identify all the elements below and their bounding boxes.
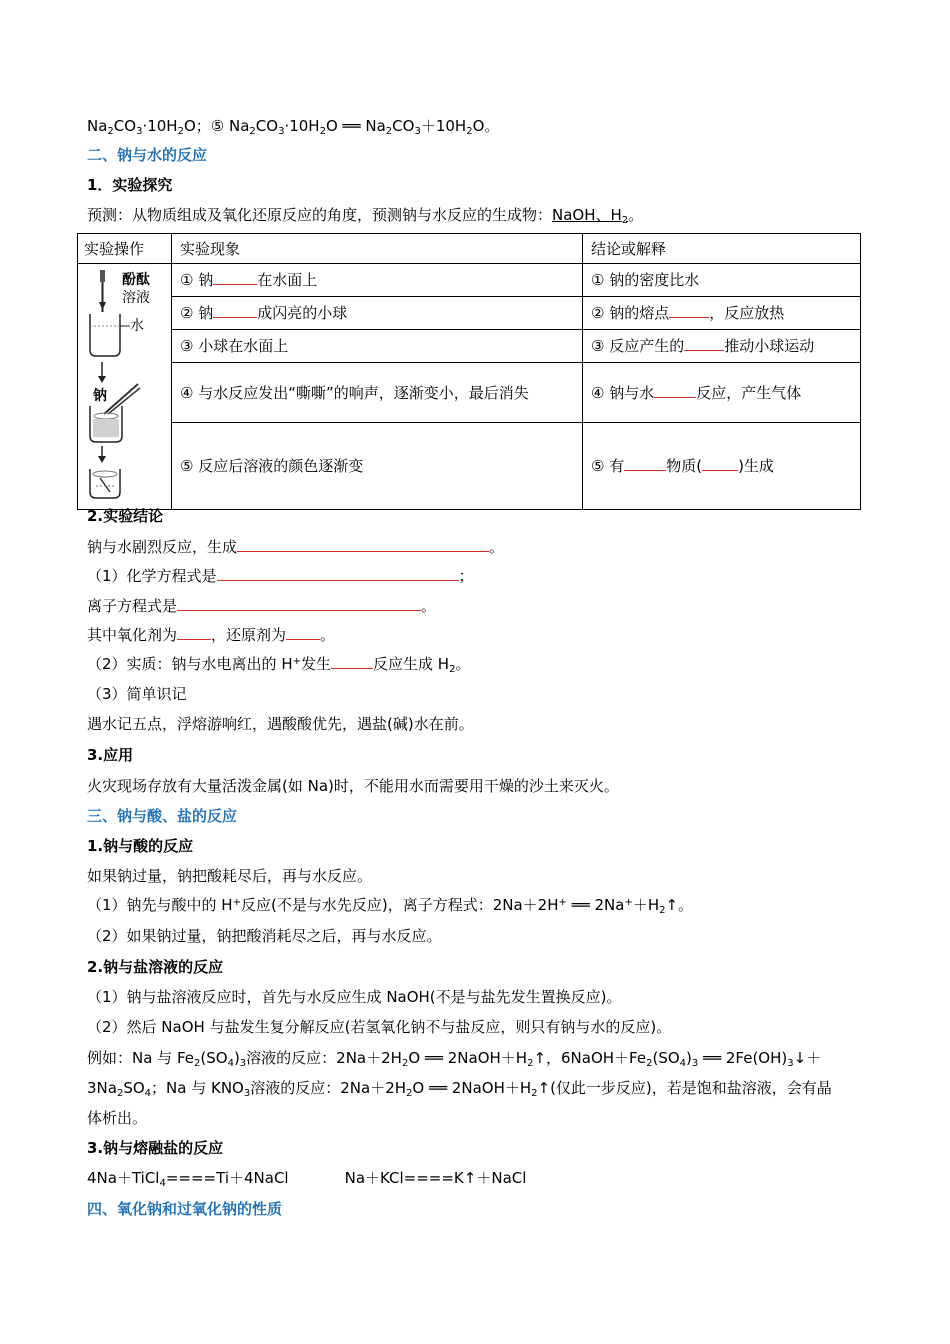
blank-chem-equation[interactable] [217, 566, 459, 581]
label-phenolphthalein: 酚酞 [122, 272, 150, 288]
salt-line-1: （1）钠与盐溶液反应时，首先与水反应生成 NaOH(不是与盐先发生置换反应)。 [87, 988, 622, 1006]
conclusion-1: ① 钠的密度比水 [583, 264, 861, 297]
salt-reaction-title: 2.钠与盐溶液的反应 [87, 958, 224, 976]
header-operation: 实验操作 [78, 234, 172, 264]
chemical-equation-line: （1）化学方程式是 ； [87, 567, 474, 585]
conclusion-title: 2.实验结论 [87, 507, 164, 525]
phenomenon-2: ② 钠 成闪亮的小球 [172, 297, 583, 330]
blank-float[interactable] [213, 270, 257, 285]
blank-naoh[interactable] [702, 456, 738, 471]
section-4-title: 四、氧化钠和过氧化钠的性质 [87, 1200, 283, 1218]
blank-oxidant[interactable] [177, 625, 211, 640]
phenomenon-3: ③ 小球在水面上 [172, 330, 583, 363]
conclusion-5: ⑤ 有 物质( )生成 [583, 423, 861, 510]
ionic-equation-line: 离子方程式是 。 [87, 597, 437, 615]
acid-line-1: 如果钠过量，钠把酸耗尽后，再与水反应。 [87, 867, 373, 885]
experiment-table [77, 233, 861, 510]
conclusion-line-1: 钠与水剧烈反应，生成 。 [87, 538, 505, 556]
blank-vigorous[interactable] [654, 383, 696, 398]
beaker-diagram [78, 264, 170, 502]
application-text: 火灾现场存放有大量活泼金属(如 Na)时，不能用水而需要用干燥的沙土来灭火。 [87, 777, 619, 795]
label-sodium: 钠 [93, 388, 107, 404]
section-3-title: 三、钠与酸、盐的反应 [87, 807, 238, 825]
header-phenomenon: 实验现象 [172, 234, 583, 264]
phenomenon-1: ① 钠 在水面上 [172, 264, 583, 297]
blank-products[interactable] [237, 537, 489, 552]
oxidant-reductant-line: 其中氧化剂为 ，还原剂为 。 [87, 626, 336, 644]
essence-line: （2）实质：钠与水电离出的 H+发生 反应生成 $H_2$。 [87, 655, 471, 675]
acid-reaction-title: 1.钠与酸的反应 [87, 837, 194, 855]
experiment-illustration [78, 264, 172, 510]
blank-gas[interactable] [684, 336, 724, 351]
salt-line-2: （2）然后 NaOH 与盐发生复分解反应(若氢氧化钠不与盐反应，则只有钠与水的反应)。 [87, 1018, 672, 1036]
section-2-title: 二、钠与水的反应 [87, 146, 208, 164]
conclusion-4: ④ 钠与水 反应，产生气体 [583, 363, 861, 423]
blank-melt[interactable] [213, 303, 257, 318]
phenomenon-5: ⑤ 反应后溶液的颜色逐渐变 [172, 423, 583, 510]
molten-salt-title: 3.钠与熔融盐的反应 [87, 1139, 224, 1157]
acid-line-2: （1）钠先与酸中的 H+反应(不是与水先反应)，离子方程式：2Na＋2H+ ══ $2Na^++H_2↑$。 [87, 896, 694, 916]
molten-salt-equations: 4Na＋TiCl$_4$====Ti＋4NaCl Na＋KCl====K↑＋NaCl [87, 1169, 527, 1189]
prediction-line: 预测：从物质组成及氧化还原反应的角度，预测钠与水反应的生成物：NaOH、$H_2$。 [87, 206, 644, 226]
salt-example-line-2: $3Na_2SO_4$；Na 与 $KNO_3$溶液的反应：$2Na+2H_2O$ ══ $2NaOH+H_2↑$(仅此一步反应)，若是饱和盐溶液，会有晶 [87, 1079, 832, 1099]
phenomenon-4: ④ 与水反应发出“嘶嘶”的响声，逐渐变小，最后消失 [172, 363, 583, 423]
acid-line-3: （2）如果钠过量，钠把酸消耗尽之后，再与水反应。 [87, 927, 442, 945]
conclusion-3: ③ 反应产生的 推动小球运动 [583, 330, 861, 363]
label-water: 水 [130, 318, 144, 334]
blank-reductant[interactable] [286, 625, 320, 640]
memory-rhyme: 遇水记五点，浮熔游响红，遇酸酸优先，遇盐(碱)水在前。 [87, 715, 474, 733]
blank-alkaline[interactable] [624, 456, 666, 471]
salt-example-line-1: 例如：Na 与 $Fe_2(SO_4)_3$溶液的反应：$2Na+2H_2O$ ══ $2NaOH+H_2↑$，$6NaOH+Fe_2(SO_4)_3$ ══ $2Fe(OH)_3↓+$ [87, 1049, 822, 1069]
header-conclusion: 结论或解释 [583, 234, 861, 264]
memory-title: （3）简单识记 [87, 685, 187, 703]
blank-reduction[interactable] [331, 654, 373, 669]
subsection-experiment-title: 1．实验探究 [87, 176, 173, 194]
salt-example-line-3: 体析出。 [87, 1109, 148, 1127]
application-title: 3.应用 [87, 746, 134, 764]
conclusion-2: ② 钠的熔点 ，反应放热 [583, 297, 861, 330]
label-solution: 溶液 [122, 290, 150, 306]
top-formula-line: $Na_2CO_3\cdot 10H_2O$；⑤ $Na_2CO_3\cdot 10H_2O$ ══ $Na_2CO_3+10H_2O$。 [87, 117, 500, 137]
blank-melting-point[interactable] [669, 303, 709, 318]
blank-ionic-equation[interactable] [177, 596, 421, 611]
